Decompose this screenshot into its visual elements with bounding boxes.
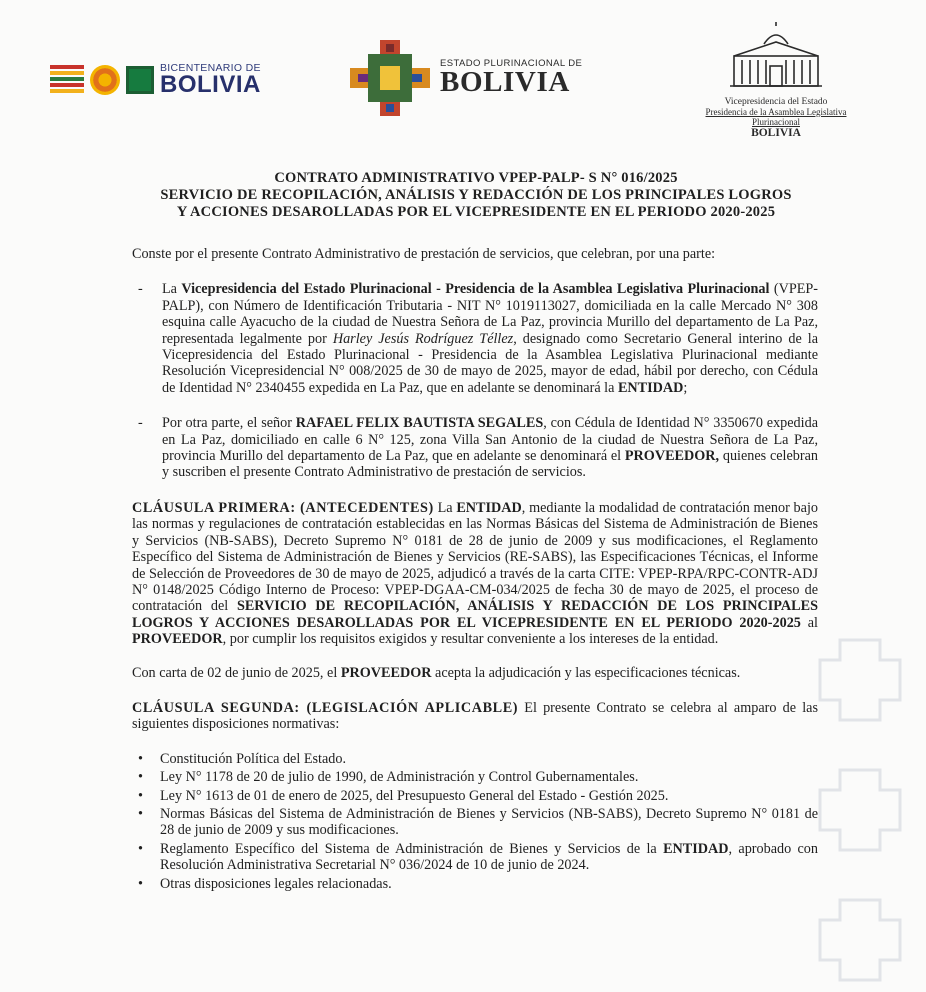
intro-paragraph: Conste por el presente Contrato Administrativo de prestación de servicios, que celebran, por una parte: bbox=[132, 246, 716, 262]
contract-title bbox=[134, 170, 818, 221]
bullet-icon: • bbox=[138, 840, 143, 857]
legislative-building-icon bbox=[726, 22, 826, 90]
list-item bbox=[132, 788, 818, 804]
legislation-item-3: Ley N° 1613 de 01 de enero de 2025, del Presupuesto General del Estado - Gestión 2025. bbox=[160, 787, 669, 804]
clause1-text-g: , por cumplir los requisitos exigidos y resultar conveniente a los intereses de la entidad. bbox=[222, 631, 719, 648]
legislation-item-6: Otras disposiciones legales relacionadas. bbox=[160, 875, 392, 892]
clause1-title: CLÁUSULA PRIMERA: (ANTECEDENTES) bbox=[132, 499, 434, 516]
legislation-item-5-c: , aprobado con Resolución Administrativa Secretarial N° 036/2024 de 10 de junio de 2024. bbox=[160, 840, 818, 874]
document-header bbox=[0, 0, 926, 140]
party1-entity-name: Vicepresidencia del Estado Plurinacional - Presidencia de la Asamblea Legislativa Plurinacional bbox=[181, 281, 770, 298]
party2-text-e: quienes celebran y suscriben el presente Contrato Administrativo de prestación de servicios. bbox=[162, 448, 818, 481]
estado-line2: BOLIVIA bbox=[440, 66, 570, 99]
bicentenario-line1: BICENTENARIO DE bbox=[160, 61, 261, 74]
party2-text-c: , con Cédula de Identidad N° 3350670 expedida en La Paz, domiciliado en calle 6 N° 125, zona Villa San Antonio de la ciudad de Nuestra Señora de La Paz, provincia Murillo del departamento de La Paz, que en adelante se denominará el bbox=[162, 415, 818, 465]
party-entidad bbox=[132, 281, 818, 396]
party1-entidad-term: ENTIDAD bbox=[617, 379, 684, 396]
vicepresidencia-line2: Presidencia de la Asamblea Legislativa Plurinacional bbox=[705, 107, 847, 127]
legislation-list bbox=[132, 751, 818, 892]
party1-text-a: La bbox=[162, 281, 182, 298]
party2-provider-name: RAFAEL FELIX BAUTISTA SEGALES bbox=[295, 415, 544, 432]
aguayo-stripes-icon bbox=[50, 65, 84, 95]
clause1-text-c: , mediante la modalidad de contratación menor bajo las normas y regulaciones de contratación establecidas en las Normas Básicas del Sistema de Administración de Bienes y Servicios (NB-SABS), Decreto Supremo N° 0181 de 28 de junio de 2009 y sus modificaciones, el Reglamento Específico del Sistema de Administración de Bienes y Servicios (RE-SABS), las Especificaciones Técnicas, el Informe de Selección de Proveedores de 30 de mayo de 2025, adjudicó a través de la carta CITE: VPEP-RPA/RPC-CONTR-ADJ N° 0148/2025 Código Interno de Proceso: VPEP-DGAA-CM-034/2025 de fecha 30 de mayo de 2025, el proceso de contratación del bbox=[132, 499, 818, 615]
list-dash: - bbox=[138, 415, 143, 432]
bullet-icon: • bbox=[138, 805, 143, 822]
acceptance-paragraph bbox=[132, 665, 818, 681]
acceptance-text-c: acepta la adjudicación y las especificaciones técnicas. bbox=[431, 664, 741, 681]
legislation-item-1: Constitución Política del Estado. bbox=[160, 750, 346, 767]
sun-icon bbox=[90, 65, 120, 95]
party1-representative: Harley Jesús Rodríguez Téllez bbox=[332, 330, 514, 347]
party-proveedor bbox=[132, 415, 818, 481]
chakana-mosaic-icon bbox=[350, 40, 430, 116]
legislation-item-2: Ley N° 1178 de 20 de julio de 1990, de Administración y Control Gubernamentales. bbox=[160, 769, 639, 786]
list-item bbox=[132, 876, 818, 892]
bullet-icon: • bbox=[138, 750, 143, 767]
party1-text-e: , designado como Secretario General interino de la Vicepresidencia del Estado Plurinacional - Presidencia de la Asamblea Legislativa Plurinacional mediante Resolución Vicepresidencial N° 008/2025 de 30 de mayo de 2025, mayor de edad, hábil por derecho, con Cédula de Identidad N° 2340455 expedida en La Paz, que en adelante se denominará la bbox=[162, 330, 818, 396]
bicentenario-line2: BOLIVIA bbox=[160, 71, 261, 99]
bicentenario-logo bbox=[50, 62, 261, 98]
estado-line1: ESTADO PLURINACIONAL DE bbox=[440, 57, 583, 69]
chakana-icon bbox=[126, 66, 154, 94]
title-line3: Y ACCIONES DESAROLLADAS POR EL VICEPRESIDENTE EN EL PERIODO 2020-2025 bbox=[176, 204, 776, 220]
clause1-service-name: SERVICIO DE RECOPILACIÓN, ANÁLISIS Y REDACCIÓN DE LOS PRINCIPALES LOGROS Y ACCIONES DESAROLLADAS POR EL VICEPRESIDENTE EN EL PERIODO 2020-2025 bbox=[132, 598, 818, 631]
list-item bbox=[132, 841, 818, 874]
list-item bbox=[132, 806, 818, 839]
bullet-icon: • bbox=[138, 875, 143, 892]
estado-plurinacional-logo bbox=[350, 40, 582, 116]
list-item bbox=[132, 751, 818, 767]
clause1-text-a: La bbox=[433, 499, 457, 516]
clause2-title: CLÁUSULA SEGUNDA: (LEGISLACIÓN APLICABLE) bbox=[132, 699, 519, 716]
legislation-item-5-a: Reglamento Específico del Sistema de Administración de Bienes y Servicios de la bbox=[160, 840, 664, 857]
list-item bbox=[132, 769, 818, 785]
legislation-item-5-entidad: ENTIDAD bbox=[663, 840, 729, 857]
vicepresidencia-line1: Vicepresidencia del Estado bbox=[724, 97, 828, 107]
contract-document bbox=[132, 170, 818, 894]
clause1-entidad-term: ENTIDAD bbox=[456, 499, 522, 516]
clause-primera bbox=[132, 500, 818, 648]
acceptance-text-a: Con carta de 02 de junio de 2025, el bbox=[132, 664, 341, 681]
party1-text-c: (VPEP-PALP), con Número de Identificación Tributaria - NIT N° 1019113027, domiciliada en la calle Mercado N° 308 esquina calle Ayacucho de la ciudad de Nuestra Señora de La Paz, provincia Murillo del departamento de La Paz, representada legalmente por bbox=[162, 281, 818, 347]
clause-segunda bbox=[132, 700, 818, 733]
bullet-icon: • bbox=[138, 769, 143, 786]
legislation-item-4: Normas Básicas del Sistema de Administración de Bienes y Servicios (NB-SABS), Decreto Supremo N° 0181 de 28 de junio de 2009 y sus modificaciones. bbox=[160, 805, 818, 839]
party2-proveedor-term: PROVEEDOR, bbox=[624, 448, 720, 465]
title-line2: SERVICIO DE RECOPILACIÓN, ANÁLISIS Y REDACCIÓN DE LOS PRINCIPALES LOGROS bbox=[160, 187, 792, 203]
vicepresidencia-logo bbox=[682, 22, 870, 139]
clause1-proveedor-term: PROVEEDOR bbox=[132, 631, 223, 648]
party1-text-g: ; bbox=[683, 379, 688, 396]
acceptance-proveedor-term: PROVEEDOR bbox=[340, 664, 432, 681]
party2-text-a: Por otra parte, el señor bbox=[162, 415, 296, 432]
bullet-icon: • bbox=[138, 787, 143, 804]
chakana-watermark-icon bbox=[800, 620, 926, 992]
clause1-text-e: al bbox=[800, 614, 818, 631]
vicepresidencia-line3: BOLIVIA bbox=[751, 127, 801, 139]
title-line1: CONTRATO ADMINISTRATIVO VPEP-PALP- S N° 016/2025 bbox=[274, 170, 678, 186]
list-dash: - bbox=[138, 281, 143, 298]
clause2-text: El presente Contrato se celebra al amparo de las siguientes disposiciones normativas: bbox=[132, 699, 818, 733]
